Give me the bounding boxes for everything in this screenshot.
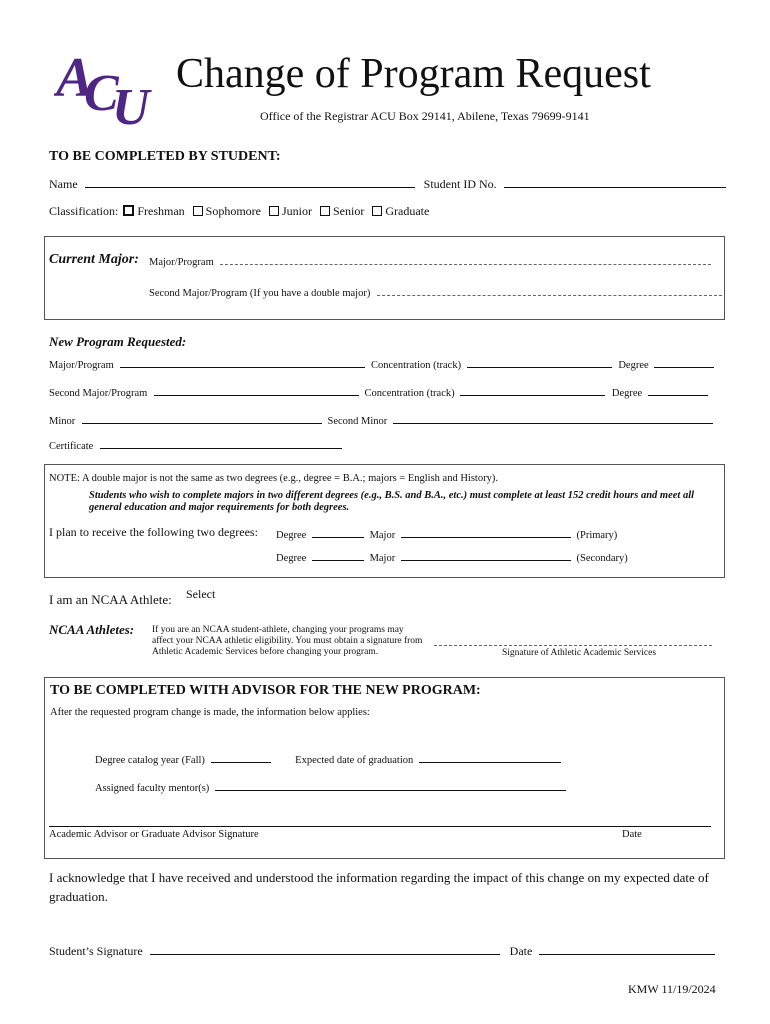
student-signature-row — [49, 943, 715, 959]
graduation-date-field[interactable] — [419, 751, 561, 763]
current-major-field[interactable] — [220, 255, 711, 265]
secondary-degree-row — [276, 549, 628, 564]
form-code: KMW 11/19/2024 — [628, 982, 716, 996]
athletic-signature-field[interactable] — [434, 636, 712, 646]
student-signature-label: Student’s Signature — [49, 944, 143, 958]
minor-row — [49, 412, 713, 427]
new-concentration-field[interactable] — [467, 356, 612, 368]
current-second-major-label: Second Major/Program (If you have a double major) — [149, 288, 371, 299]
new-degree-field[interactable] — [654, 356, 714, 368]
primary-major-label: Major — [369, 530, 396, 541]
graduate-label: Graduate — [385, 204, 430, 218]
svg-text:C: C — [84, 65, 119, 122]
name-row — [49, 176, 726, 192]
ncaa-athletes-text: If you are an NCAA student-athlete, changing your programs may affect your NCAA athletic eligibility. You must obtain a signature from Athletic Academic Services before changing your program. — [152, 625, 423, 657]
senior-label: Senior — [333, 204, 365, 218]
name-label: Name — [49, 177, 78, 191]
two-degrees-row — [49, 525, 258, 540]
two-degrees-label: I plan to receive the following two degrees: — [49, 525, 258, 539]
new-second-major-row — [49, 384, 708, 399]
current-major-box — [44, 236, 725, 320]
primary-degree-row — [276, 526, 617, 541]
mentor-label: Assigned faculty mentor(s) — [95, 783, 210, 794]
note-text: NOTE: A double major is not the same as two degrees (e.g., degree = B.A.; majors = English and History). — [49, 473, 498, 484]
current-major-program-label: Major/Program — [149, 257, 214, 268]
acknowledgement-text: I acknowledge that I have received and understood the information regarding the impact of this change on my expected date of graduation. — [49, 870, 709, 904]
advisor-signature-label: Academic Advisor or Graduate Advisor Signature — [49, 829, 259, 840]
secondary-label: (Secondary) — [576, 553, 628, 564]
freshman-label: Freshman — [137, 204, 185, 218]
certificate-row — [49, 437, 342, 452]
secondary-major-field[interactable] — [401, 549, 571, 561]
athletic-signature-label: Signature of Athletic Academic Services — [502, 648, 657, 658]
new-major-field[interactable] — [120, 356, 365, 368]
new-major-row — [49, 356, 714, 371]
advisor-intro: After the requested program change is made, the information below applies: — [50, 707, 370, 718]
classification-label: Classification: — [49, 204, 119, 218]
new-second-concentration-field[interactable] — [460, 384, 605, 396]
current-major-label: Current Major: — [49, 252, 139, 267]
catalog-year-field[interactable] — [211, 751, 271, 763]
mentor-row — [95, 779, 566, 794]
advisor-signature-field[interactable] — [49, 826, 711, 827]
advisor-section-heading: TO BE COMPLETED WITH ADVISOR FOR THE NEW PROGRAM: — [50, 683, 481, 698]
secondary-degree-label: Degree — [276, 553, 307, 564]
student-id-field[interactable] — [504, 176, 726, 188]
graduation-date-label: Expected date of graduation — [295, 755, 414, 766]
graduate-checkbox[interactable] — [372, 206, 382, 216]
new-second-major-field[interactable] — [154, 384, 359, 396]
catalog-row — [95, 751, 561, 766]
new-second-degree-field[interactable] — [648, 384, 708, 396]
advisor-date-label: Date — [622, 829, 642, 840]
certificate-label: Certificate — [49, 441, 94, 452]
minor-label: Minor — [49, 416, 76, 427]
new-concentration-label: Concentration (track) — [371, 360, 462, 371]
student-id-label: Student ID No. — [423, 177, 497, 191]
ncaa-athlete-select[interactable]: Select — [186, 587, 216, 601]
certificate-field[interactable] — [100, 437, 342, 449]
second-minor-field[interactable] — [393, 412, 713, 424]
new-second-degree-label: Degree — [611, 388, 643, 399]
page-title: Change of Program Request — [176, 51, 651, 97]
sophomore-label: Sophomore — [205, 204, 261, 218]
catalog-year-label: Degree catalog year (Fall) — [95, 755, 205, 766]
current-second-major-row — [149, 286, 722, 299]
primary-degree-label: Degree — [276, 530, 307, 541]
sophomore-checkbox[interactable] — [193, 206, 203, 216]
current-major-row — [149, 255, 711, 268]
primary-label: (Primary) — [576, 530, 618, 541]
secondary-major-label: Major — [369, 553, 396, 564]
student-date-label: Date — [509, 944, 533, 958]
student-date-field[interactable] — [539, 943, 715, 955]
second-minor-label: Second Minor — [327, 416, 388, 427]
primary-major-field[interactable] — [401, 526, 571, 538]
student-section-heading: TO BE COMPLETED BY STUDENT: — [49, 149, 281, 164]
student-signature-field[interactable] — [150, 943, 500, 955]
senior-checkbox[interactable] — [320, 206, 330, 216]
note-emphasis: Students who wish to complete majors in two different degrees (e.g., B.S. and B.A., etc.) must complete at least 152 credit hours and meet all general education and major requirements for both degrees. — [89, 490, 695, 513]
junior-label: Junior — [282, 204, 312, 218]
new-program-label: New Program Requested: — [49, 334, 187, 349]
svg-text:U: U — [112, 79, 150, 128]
ncaa-athlete-label: I am an NCAA Athlete: — [49, 592, 172, 607]
new-degree-label: Degree — [618, 360, 649, 371]
new-second-major-label: Second Major/Program — [49, 388, 148, 399]
name-field[interactable] — [85, 176, 415, 188]
primary-degree-field[interactable] — [312, 526, 364, 538]
minor-field[interactable] — [82, 412, 322, 424]
ncaa-athletes-label: NCAA Athletes: — [49, 622, 135, 637]
current-second-major-field[interactable] — [377, 286, 722, 296]
mentor-field[interactable] — [215, 779, 566, 791]
junior-checkbox[interactable] — [269, 206, 279, 216]
new-major-label: Major/Program — [49, 360, 114, 371]
classification-row — [49, 204, 429, 219]
new-second-concentration-label: Concentration (track) — [364, 388, 455, 399]
acu-logo — [54, 52, 160, 128]
acu-logo-icon — [54, 52, 160, 128]
secondary-degree-field[interactable] — [312, 549, 364, 561]
svg-text:A: A — [56, 52, 94, 109]
ncaa-athlete-row — [49, 592, 172, 608]
registrar-address: Office of the Registrar ACU Box 29141, Abilene, Texas 79699-9141 — [260, 109, 590, 123]
freshman-checkbox[interactable] — [123, 205, 134, 216]
